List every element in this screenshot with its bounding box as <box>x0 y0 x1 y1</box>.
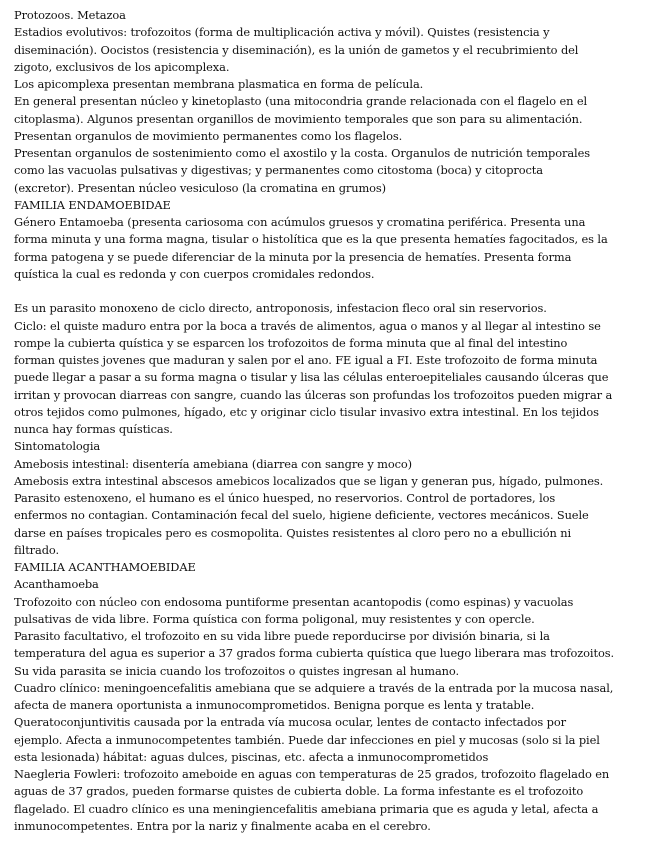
text-line: Protozoos. Metazoa <box>14 8 126 22</box>
text-line: quística la cual es redonda y con cuerpos cromidales redondos. <box>14 266 375 281</box>
text-line: Naegleria Fowleri: trofozoito ameboide en aguas con temperaturas de 25 grados, trofozoito flagelado en <box>14 767 610 781</box>
text-line: forma patogena y se puede diferenciar de la minuta por la presencia de hematíes. Presenta forma <box>14 249 572 264</box>
document-body <box>14 7 642 835</box>
text-line: En general presentan núcleo y kinetoplasto (una mitocondria grande relacionada con el flagelo en el <box>14 94 588 109</box>
text-line: afecta de manera oportunista a inmunocomprometidos. Benigna porque es lenta y tratable. <box>14 698 535 712</box>
text-line: enfermos no contagian. Contaminación fecal del suelo, higiene deficiente, vectores mecánicos. Suele <box>14 508 589 523</box>
text-line: Queratoconjuntivitis causada por la entrada vía mucosa ocular, lentes de contacto infectados por <box>14 715 566 730</box>
text-line: Los apicomplexa presentan membrana plasmatica en forma de película. <box>14 77 424 91</box>
text-line: pulsativas de vida libre. Forma quística con forma poligonal, muy resistentes y con opercle. <box>14 611 535 626</box>
text-line: Cuadro clínico: meningoencefalitis amebiana que se adquiere a través de la entrada por la mucosa nasal, <box>14 680 614 695</box>
text-line: darse en países tropicales pero es cosmopolita. Quistes resistentes al cloro pero no a ebullición ni <box>14 525 572 540</box>
text-line: Su vida parasita se inicia cuando los trofozoitos o quistes ingresan al humano. <box>14 663 460 678</box>
text-line: puede llegar a pasar a su forma magna o tisular y lisa las células enteroepiteliales causando úlceras que <box>14 370 609 385</box>
text-line: zigoto, exclusivos de los apicomplexa. <box>14 59 230 74</box>
text-line: forma minuta y una forma magna, tisular o histolítica que es la que presenta hematíes fagocitados, es la <box>14 232 608 247</box>
text-line: nunca hay formas quísticas. <box>14 422 173 436</box>
text-line: filtrado. <box>14 542 59 557</box>
text-line: como las vacuolas pulsativas y digestivas; y permanentes como citostoma (boca) y citoprocta <box>14 163 543 178</box>
text-line: Género Entamoeba (presenta cariosoma con acúmulos gruesos y cromatina periférica. Presenta una <box>14 215 586 229</box>
text-line: FAMILIA ENDAMOEBIDAE <box>14 197 171 212</box>
text-line: FAMILIA ACANTHAMOEBIDAE <box>14 560 196 574</box>
text-line: Presentan organulos de sostenimiento como el axostilo y la costa. Organulos de nutrición temporales <box>14 146 590 160</box>
text-line: (excretor). Presentan núcleo vesiculoso (la cromatina en grumos) <box>14 180 387 195</box>
text-line: Trofozoito con núcleo con endosoma puntiforme presentan acantopodis (como espinas) y vacuolas <box>14 594 574 609</box>
text-line: Estadios evolutivos: trofozoitos (forma de multiplicación activa y móvil). Quistes (resistencia y <box>14 25 550 40</box>
text-line: diseminación). Oocistos (resistencia y diseminación), es la unión de gametos y el recubrimiento del <box>14 42 579 57</box>
text-line: inmunocompetentes. Entra por la nariz y finalmente acaba en el cerebro. <box>14 818 431 833</box>
text-line: Es un parasito monoxeno de ciclo directo, antroponosis, infestacion fleco oral sin reservorios. <box>14 301 547 316</box>
text-line: otros tejidos como pulmones, hígado, etc y originar ciclo tisular invasivo extra intestinal. En los tejidos <box>14 404 599 419</box>
text-line: aguas de 37 grados, pueden formarse quistes de cubierta doble. La forma infestante es el trofozoito <box>14 784 584 799</box>
text-line: Presentan organulos de movimiento permanentes como los flagelos. <box>14 128 403 143</box>
text-line: Parasito facultativo, el trofozoito en su vida libre puede reporducirse por división binaria, si la <box>14 629 550 643</box>
text-line: irritan y provocan diarreas con sangre, cuando las úlceras son profundas los trofozoitos pueden migrar a <box>14 387 613 402</box>
text-line: ejemplo. Afecta a inmunocompetentes también. Puede dar infecciones en piel y mucosas (solo si la piel <box>14 732 600 747</box>
text-line: Ciclo: el quiste maduro entra por la boca a través de alimentos, agua o manos y al llegar al intestino se <box>14 318 601 333</box>
text-line: Amebosis intestinal: disentería amebiana (diarrea con sangre y moco) <box>14 456 413 471</box>
text-line: forman quistes jovenes que maduran y salen por el ano. FE igual a FI. Este trofozoito de forma minuta <box>14 353 598 367</box>
text-line: Acanthamoeba <box>14 577 99 592</box>
text-line: esta lesionada) hábitat: aguas dulces, piscinas, etc. afecta a inmunocomprometidos <box>14 749 489 764</box>
text-line: Amebosis extra intestinal abscesos amebicos localizados que se ligan y generan pus, hígado, pulmones. <box>14 473 604 488</box>
text-line: Sintomatologia <box>14 439 101 454</box>
text-line: Parasito estenoxeno, el humano es el único huesped, no reservorios. Control de portadores, los <box>14 491 556 505</box>
text-line: rompe la cubierta quística y se esparcen los trofozoitos de forma minuta que al final del intestino <box>14 335 568 350</box>
text-line: flagelado. El cuadro clínico es una meningiencefalitis amebiana primaria que es aguda y letal, afecta a <box>14 801 599 816</box>
text-line: temperatura del agua es superior a 37 grados forma cubierta quística que luego liberara mas trofozoitos. <box>14 646 614 661</box>
text-line: citoplasma). Algunos presentan organillos de movimiento temporales que son para su alimentación. <box>14 111 583 126</box>
blank-line <box>14 283 642 300</box>
